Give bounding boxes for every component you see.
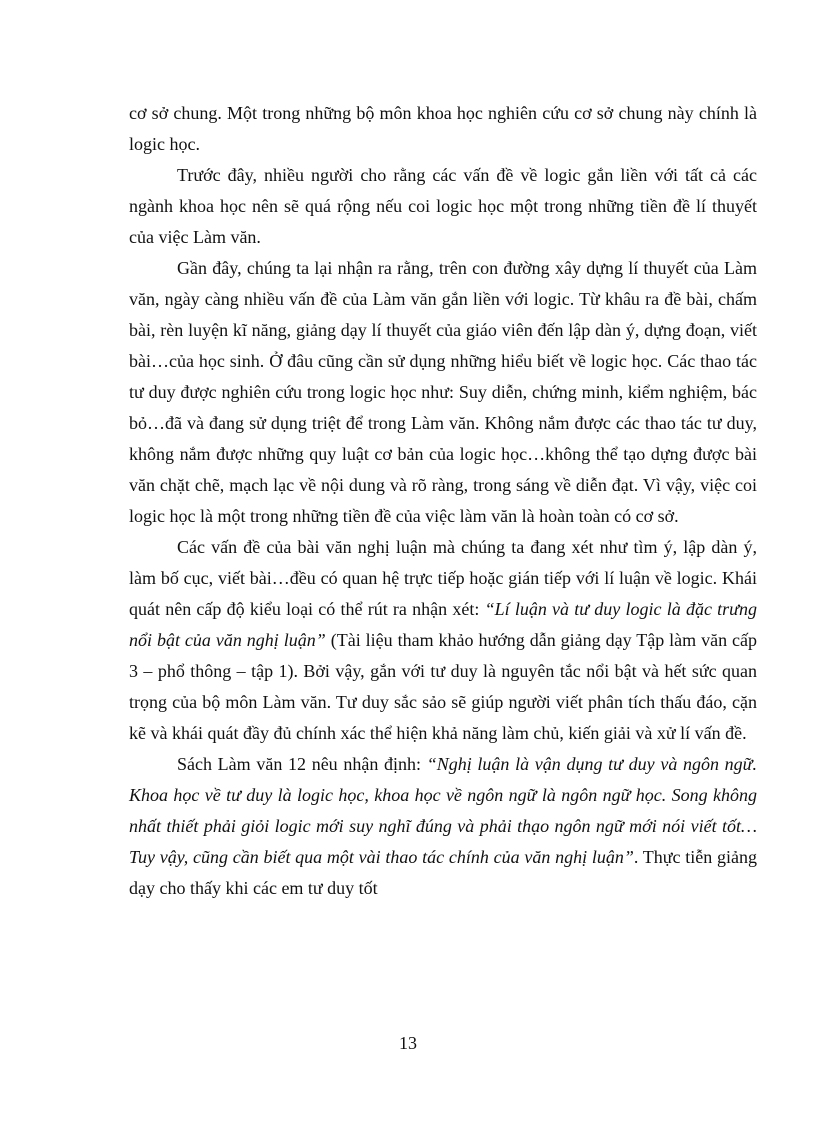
paragraph-4-text-b: (Tài liệu tham khảo hướng dẫn giảng dạy Tập làm văn cấp 3 – phổ thông – tập 1). Bởi vậy, gắn với tư duy là nguyên tắc nổi bật và hết sức quan trọng của bộ môn Làm văn. Tư duy sắc sảo sẽ giúp người viết phân tích thấu đáo, cặn kẽ và khái quát đầy đủ chính xác thể hiện khả năng làm chủ, kiến giải và xử lí vấn đề. <box>129 630 758 743</box>
paragraph-2 <box>129 160 757 253</box>
paragraph-5 <box>129 749 757 904</box>
paragraph-2-text: Trước đây, nhiều người cho rằng các vấn đề về logic gắn liền với tất cả các ngành khoa học nên sẽ quá rộng nếu coi logic học một trong những tiền đề lí thuyết của việc Làm văn. <box>129 165 757 247</box>
paragraph-5-text-b: . Thực tiễn giảng dạy cho thấy khi các em tư duy tốt <box>129 847 757 898</box>
paragraph-1-text: cơ sở chung. Một trong những bộ môn khoa học nghiên cứu cơ sở chung này chính là logic học. <box>129 103 757 154</box>
paragraph-4 <box>129 532 757 749</box>
paragraph-1 <box>129 98 757 160</box>
page-number: 13 <box>399 1033 417 1053</box>
paragraph-5-quote: “Nghị luận là vận dụng tư duy và ngôn ngữ. Khoa học về tư duy là logic học, khoa học về ngôn ngữ là ngôn ngữ học. Song không nhất thiết phải giỏi logic mới suy nghĩ đúng và phải thạo ngôn ngữ mới nói viết tốt… Tuy vậy, cũng cần biết qua một vài thao tác chính của văn nghị luận” <box>129 754 758 867</box>
paragraph-3-text: Gần đây, chúng ta lại nhận ra rằng, trên con đường xây dựng lí thuyết của Làm văn, ngày càng nhiều vấn đề của Làm văn gắn liền với logic. Từ khâu ra đề bài, chấm bài, rèn luyện kĩ năng, giảng dạy lí thuyết của giáo viên đến lập dàn ý, dựng đoạn, viết bài…của học sinh. Ở đâu cũng cần sử dụng những hiểu biết về logic học. Các thao tác tư duy được nghiên cứu trong logic học như: Suy diễn, chứng minh, kiểm nghiệm, bác bỏ…đã và đang sử dụng triệt để trong Làm văn. Không nắm được các thao tác tư duy, không nắm được những quy luật cơ bản của logic học…không thể tạo dựng được bài văn chặt chẽ, mạch lạc về nội dung và rõ ràng, trong sáng về diễn đạt. Vì vậy, việc coi logic học là một trong những tiền đề của việc làm văn là hoàn toàn có cơ sở. <box>129 258 757 526</box>
paragraph-4-text-a: Các vấn đề của bài văn nghị luận mà chúng ta đang xét như tìm ý, lập dàn ý, làm bố cục, viết bài…đều có quan hệ trực tiếp hoặc gián tiếp với lí luận về logic. Khái quát nên cấp độ kiểu loại có thể rút ra nhận xét: <box>129 537 757 619</box>
paragraph-5-text-a: Sách Làm văn 12 nêu nhận định: <box>177 754 427 774</box>
document-body <box>129 98 757 904</box>
paragraph-4-quote: “Lí luận và tư duy logic là đặc trưng nổi bật của văn nghị luận” <box>129 599 757 650</box>
paragraph-3 <box>129 253 757 532</box>
